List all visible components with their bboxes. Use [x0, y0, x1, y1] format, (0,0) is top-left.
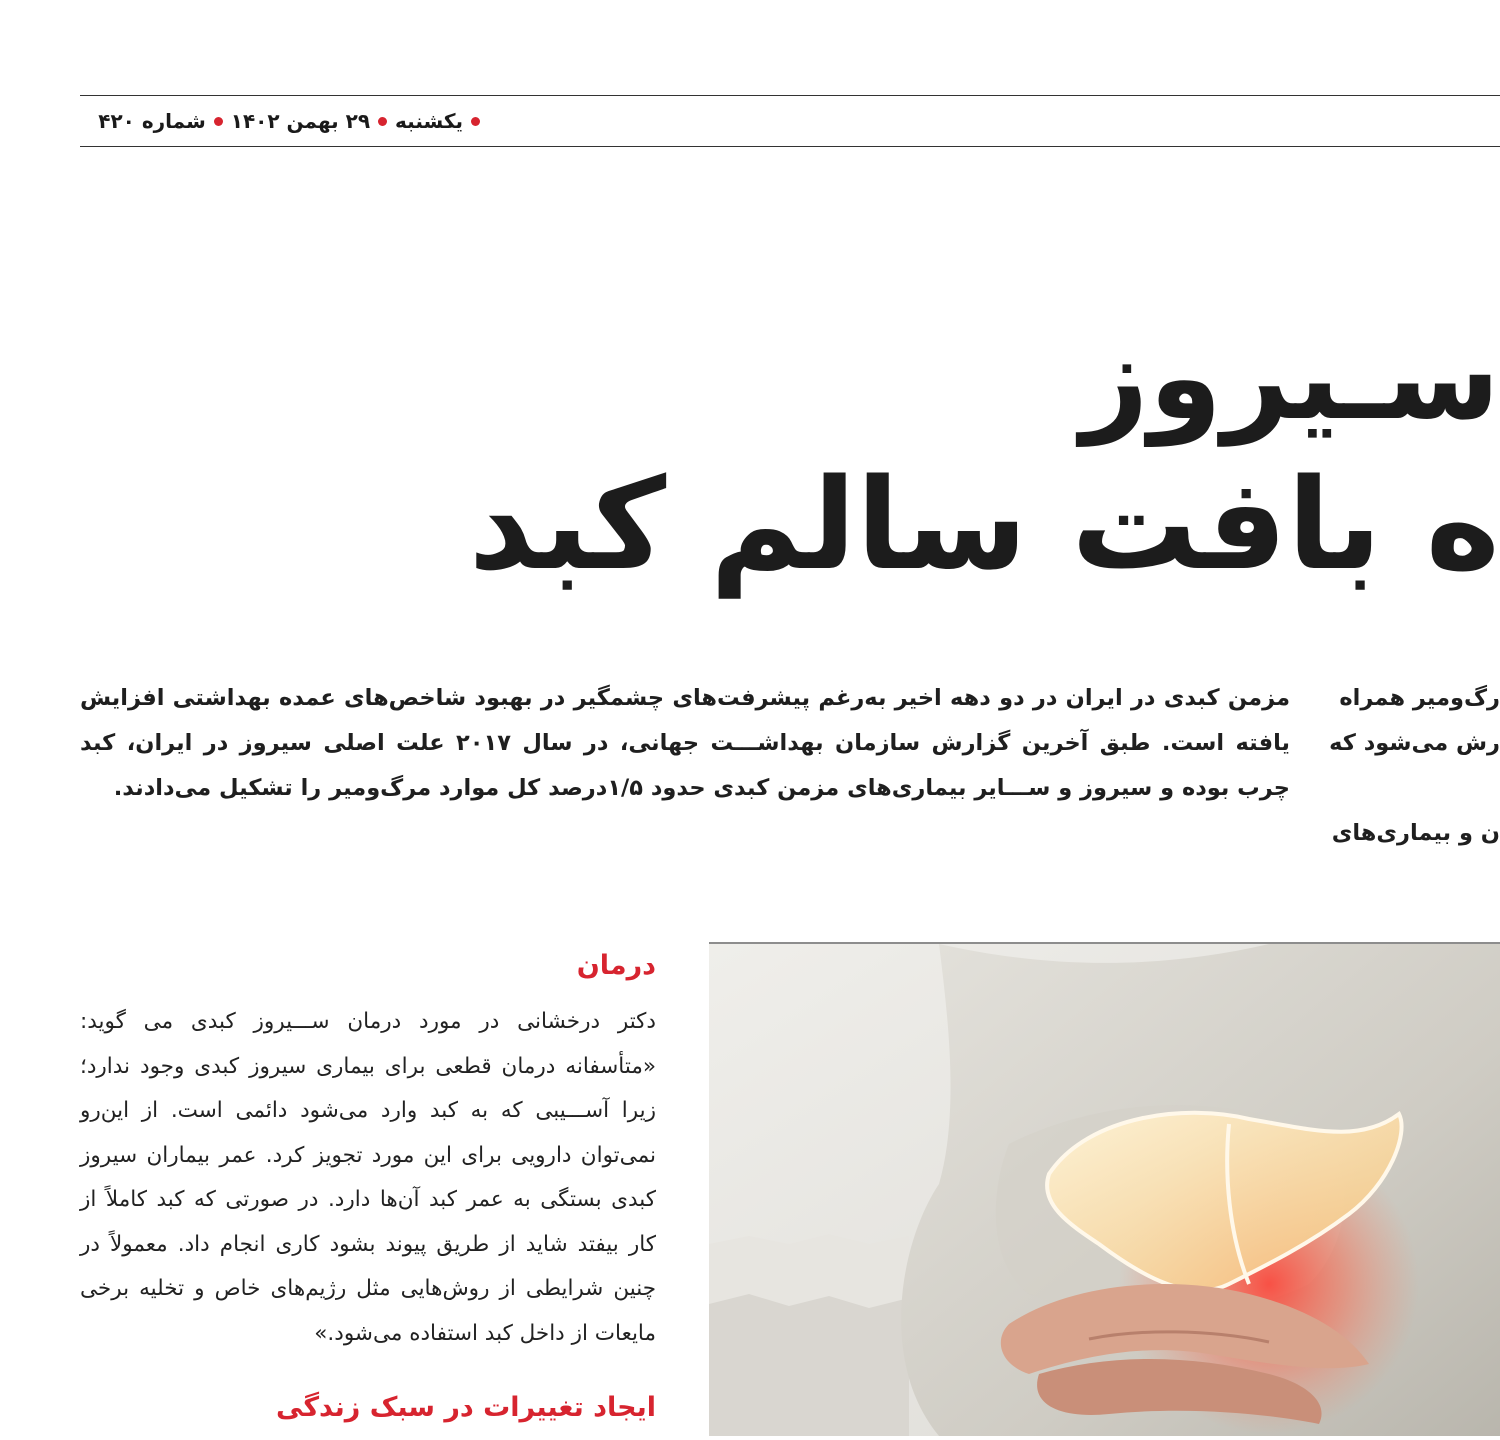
lead-side-line: ن و بیماری‌های — [1331, 820, 1500, 846]
headline-line-2: ه بافت سالم کبد — [468, 451, 1500, 598]
liver-illustration-image — [709, 944, 1500, 1436]
lead-side-line — [1336, 766, 1500, 811]
lead-side-line: رگ‌ومیر همراه — [1339, 685, 1500, 711]
treatment-body: دکتر درخشانی در مورد درمان ســـیروز کبدی می گوید: «متأسفانه درمان قطعی برای بیماری سیروز کبدی وجود ندارد؛ زیرا آســـیبی که به کبد وارد می‌شود دائمی است. از این‌رو نمی‌توان دارویی برای این مورد تجویز کرد. عمر بیماران سیروز کبدی بستگی به عمر کبد آن‌ها دارد. در صورتی که کبد کاملاً از کار بیفتد شاید از طریق پیوند بشود کاری انجام داد. معمولاً در چنین شرایطی از روش‌هایی مثل رژیم‌های خاص و تخلیه برخی مایعات از داخل کبد استفاده می‌شود.» — [80, 1009, 656, 1346]
bullet-icon — [471, 117, 480, 126]
bullet-icon — [378, 117, 387, 126]
issue-weekday: یکشنبه — [395, 109, 463, 133]
bottom-rule — [80, 146, 1500, 147]
lead-paragraph: مزمن کبدی در ایران در دو دهه اخیر به‌رغم پیشرفت‌های چشمگیر در بهبود شاخص‌های عمده بهداشتی افزایش یافته است. طبق آخرین گزارش سازمان بهداشـــت جهانی، در سال ۲۰۱۷ علت اصلی سیروز در ایران، کبد چرب بوده و سیروز و ســـایر بیماری‌های مزمن کبدی حدود ۱/۵درصد کل موارد مرگ‌ومیر را تشکیل می‌دادند. — [80, 685, 1290, 801]
article-photo — [709, 942, 1500, 1434]
lead-side-line: رش می‌شود که — [1329, 730, 1500, 756]
section-title-treatment: درمان — [576, 950, 656, 981]
section-title-lifestyle: ایجاد تغییرات در سبک زندگی — [276, 1392, 656, 1423]
lead-side-column — [1329, 676, 1500, 856]
top-rule — [80, 95, 1500, 96]
headline-line-1: سـیروز — [1080, 308, 1500, 446]
issue-number: شماره ۴۲۰ — [98, 109, 206, 133]
bullet-icon — [214, 117, 223, 126]
issue-line — [80, 106, 480, 136]
issue-date: ۲۹ بهمن ۱۴۰۲ — [230, 109, 371, 133]
